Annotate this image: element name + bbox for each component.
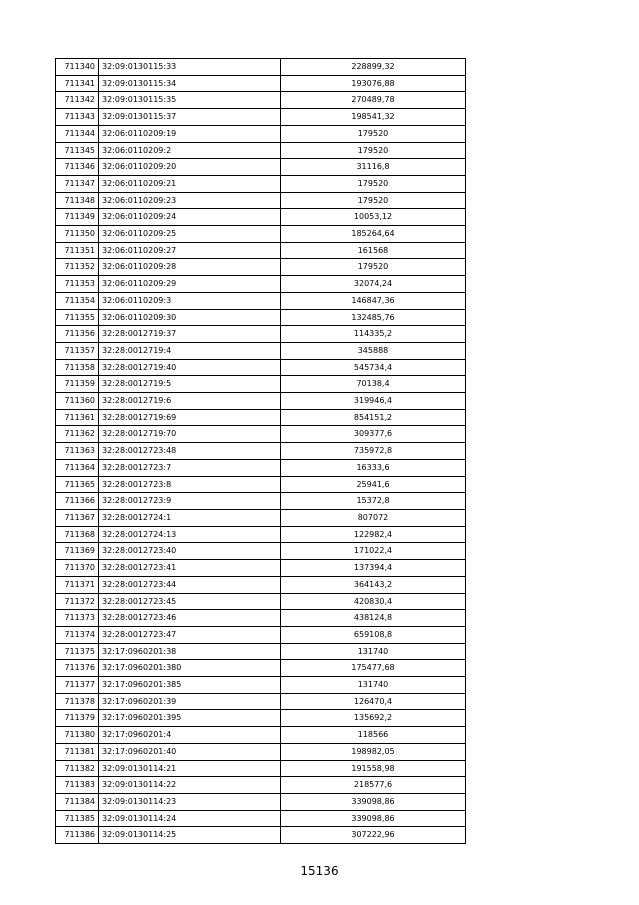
cadastral-number-cell: 32:17:0960201:38 bbox=[99, 643, 281, 660]
row-id-cell: 711376 bbox=[56, 660, 99, 677]
row-id-cell: 711384 bbox=[56, 793, 99, 810]
table-row bbox=[56, 610, 466, 627]
table-row bbox=[56, 810, 466, 827]
row-id-cell: 711367 bbox=[56, 509, 99, 526]
value-cell: 309377,6 bbox=[281, 426, 466, 443]
row-id-cell: 711355 bbox=[56, 309, 99, 326]
value-cell: 307222,96 bbox=[281, 827, 466, 844]
row-id-cell: 711374 bbox=[56, 626, 99, 643]
row-id-cell: 711378 bbox=[56, 693, 99, 710]
value-cell: 364143,2 bbox=[281, 576, 466, 593]
value-cell: 345888 bbox=[281, 342, 466, 359]
table-row bbox=[56, 426, 466, 443]
cadastral-number-cell: 32:28:0012719:70 bbox=[99, 426, 281, 443]
value-cell: 31116,8 bbox=[281, 159, 466, 176]
table-row bbox=[56, 226, 466, 243]
table-row bbox=[56, 326, 466, 343]
table-body bbox=[56, 59, 466, 844]
row-id-cell: 711359 bbox=[56, 376, 99, 393]
row-id-cell: 711368 bbox=[56, 526, 99, 543]
table-row bbox=[56, 793, 466, 810]
cadastral-number-cell: 32:17:0960201:40 bbox=[99, 743, 281, 760]
row-id-cell: 711351 bbox=[56, 242, 99, 259]
value-cell: 179520 bbox=[281, 125, 466, 142]
value-cell: 10053,12 bbox=[281, 209, 466, 226]
table-row bbox=[56, 109, 466, 126]
value-cell: 339098,86 bbox=[281, 793, 466, 810]
value-cell: 420830,4 bbox=[281, 593, 466, 610]
cadastral-number-cell: 32:28:0012719:6 bbox=[99, 393, 281, 410]
row-id-cell: 711348 bbox=[56, 192, 99, 209]
row-id-cell: 711356 bbox=[56, 326, 99, 343]
cadastral-number-cell: 32:28:0012723:48 bbox=[99, 443, 281, 460]
table-row bbox=[56, 59, 466, 76]
row-id-cell: 711360 bbox=[56, 393, 99, 410]
cadastral-number-cell: 32:09:0130114:21 bbox=[99, 760, 281, 777]
cadastral-value-table bbox=[55, 58, 466, 844]
table-row bbox=[56, 393, 466, 410]
cadastral-number-cell: 32:28:0012724:13 bbox=[99, 526, 281, 543]
row-id-cell: 711357 bbox=[56, 342, 99, 359]
table-row bbox=[56, 660, 466, 677]
row-id-cell: 711358 bbox=[56, 359, 99, 376]
cadastral-number-cell: 32:09:0130115:37 bbox=[99, 109, 281, 126]
row-id-cell: 711343 bbox=[56, 109, 99, 126]
row-id-cell: 711386 bbox=[56, 827, 99, 844]
cadastral-number-cell: 32:09:0130114:24 bbox=[99, 810, 281, 827]
table-row bbox=[56, 142, 466, 159]
table-row bbox=[56, 192, 466, 209]
row-id-cell: 711364 bbox=[56, 459, 99, 476]
cadastral-number-cell: 32:28:0012719:4 bbox=[99, 342, 281, 359]
table-row bbox=[56, 777, 466, 794]
cadastral-number-cell: 32:06:0110209:28 bbox=[99, 259, 281, 276]
cadastral-number-cell: 32:06:0110209:29 bbox=[99, 276, 281, 293]
value-cell: 270489,78 bbox=[281, 92, 466, 109]
table-row bbox=[56, 626, 466, 643]
cadastral-number-cell: 32:17:0960201:39 bbox=[99, 693, 281, 710]
table-row bbox=[56, 526, 466, 543]
value-cell: 191558,98 bbox=[281, 760, 466, 777]
cadastral-number-cell: 32:28:0012719:40 bbox=[99, 359, 281, 376]
table-row bbox=[56, 409, 466, 426]
table-row bbox=[56, 376, 466, 393]
value-cell: 15372,8 bbox=[281, 493, 466, 510]
cadastral-number-cell: 32:06:0110209:21 bbox=[99, 175, 281, 192]
cadastral-number-cell: 32:28:0012719:69 bbox=[99, 409, 281, 426]
value-cell: 179520 bbox=[281, 259, 466, 276]
row-id-cell: 711346 bbox=[56, 159, 99, 176]
value-cell: 545734,4 bbox=[281, 359, 466, 376]
cadastral-number-cell: 32:06:0110209:24 bbox=[99, 209, 281, 226]
cadastral-number-cell: 32:06:0110209:20 bbox=[99, 159, 281, 176]
row-id-cell: 711340 bbox=[56, 59, 99, 76]
value-cell: 70138,4 bbox=[281, 376, 466, 393]
row-id-cell: 711385 bbox=[56, 810, 99, 827]
table-row bbox=[56, 292, 466, 309]
value-cell: 137394,4 bbox=[281, 560, 466, 577]
value-cell: 25941,6 bbox=[281, 476, 466, 493]
row-id-cell: 711365 bbox=[56, 476, 99, 493]
value-cell: 198982,05 bbox=[281, 743, 466, 760]
table-row bbox=[56, 443, 466, 460]
cadastral-number-cell: 32:28:0012724:1 bbox=[99, 509, 281, 526]
value-cell: 218577,6 bbox=[281, 777, 466, 794]
cadastral-number-cell: 32:06:0110209:2 bbox=[99, 142, 281, 159]
cadastral-number-cell: 32:09:0130114:22 bbox=[99, 777, 281, 794]
value-cell: 175477,68 bbox=[281, 660, 466, 677]
value-cell: 114335,2 bbox=[281, 326, 466, 343]
table-row bbox=[56, 693, 466, 710]
value-cell: 228899,32 bbox=[281, 59, 466, 76]
row-id-cell: 711341 bbox=[56, 75, 99, 92]
cadastral-number-cell: 32:17:0960201:4 bbox=[99, 727, 281, 744]
cadastral-number-cell: 32:28:0012723:41 bbox=[99, 560, 281, 577]
table-row bbox=[56, 309, 466, 326]
row-id-cell: 711375 bbox=[56, 643, 99, 660]
table-row bbox=[56, 242, 466, 259]
table-row bbox=[56, 509, 466, 526]
cadastral-number-cell: 32:28:0012723:47 bbox=[99, 626, 281, 643]
value-cell: 171022,4 bbox=[281, 543, 466, 560]
table-row bbox=[56, 175, 466, 192]
table-row bbox=[56, 710, 466, 727]
table-row bbox=[56, 276, 466, 293]
value-cell: 118566 bbox=[281, 727, 466, 744]
value-cell: 179520 bbox=[281, 192, 466, 209]
cadastral-number-cell: 32:28:0012723:45 bbox=[99, 593, 281, 610]
page-number: 15136 bbox=[300, 864, 339, 878]
cadastral-number-cell: 32:06:0110209:23 bbox=[99, 192, 281, 209]
row-id-cell: 711353 bbox=[56, 276, 99, 293]
table-row bbox=[56, 827, 466, 844]
row-id-cell: 711377 bbox=[56, 677, 99, 694]
row-id-cell: 711361 bbox=[56, 409, 99, 426]
table-row bbox=[56, 593, 466, 610]
cadastral-number-cell: 32:17:0960201:395 bbox=[99, 710, 281, 727]
table-row bbox=[56, 476, 466, 493]
cadastral-number-cell: 32:06:0110209:3 bbox=[99, 292, 281, 309]
row-id-cell: 711366 bbox=[56, 493, 99, 510]
table-row bbox=[56, 760, 466, 777]
value-cell: 131740 bbox=[281, 677, 466, 694]
cadastral-number-cell: 32:28:0012723:46 bbox=[99, 610, 281, 627]
value-cell: 179520 bbox=[281, 175, 466, 192]
row-id-cell: 711381 bbox=[56, 743, 99, 760]
cadastral-number-cell: 32:28:0012723:8 bbox=[99, 476, 281, 493]
value-cell: 193076,88 bbox=[281, 75, 466, 92]
row-id-cell: 711354 bbox=[56, 292, 99, 309]
row-id-cell: 711344 bbox=[56, 125, 99, 142]
value-cell: 16333,6 bbox=[281, 459, 466, 476]
table-row bbox=[56, 259, 466, 276]
table-row bbox=[56, 125, 466, 142]
value-cell: 146847,36 bbox=[281, 292, 466, 309]
row-id-cell: 711382 bbox=[56, 760, 99, 777]
table-row bbox=[56, 209, 466, 226]
row-id-cell: 711342 bbox=[56, 92, 99, 109]
row-id-cell: 711362 bbox=[56, 426, 99, 443]
table-row bbox=[56, 576, 466, 593]
value-cell: 438124,8 bbox=[281, 610, 466, 627]
table-row bbox=[56, 643, 466, 660]
value-cell: 319946,4 bbox=[281, 393, 466, 410]
table-row bbox=[56, 493, 466, 510]
row-id-cell: 711347 bbox=[56, 175, 99, 192]
table-row bbox=[56, 743, 466, 760]
value-cell: 854151,2 bbox=[281, 409, 466, 426]
value-cell: 132485,76 bbox=[281, 309, 466, 326]
cadastral-number-cell: 32:17:0960201:385 bbox=[99, 677, 281, 694]
value-cell: 126470,4 bbox=[281, 693, 466, 710]
value-cell: 32074,24 bbox=[281, 276, 466, 293]
cadastral-number-cell: 32:06:0110209:19 bbox=[99, 125, 281, 142]
row-id-cell: 711380 bbox=[56, 727, 99, 744]
row-id-cell: 711363 bbox=[56, 443, 99, 460]
table-row bbox=[56, 92, 466, 109]
table-row bbox=[56, 560, 466, 577]
value-cell: 131740 bbox=[281, 643, 466, 660]
value-cell: 135692,2 bbox=[281, 710, 466, 727]
cadastral-number-cell: 32:28:0012723:40 bbox=[99, 543, 281, 560]
cadastral-number-cell: 32:28:0012723:44 bbox=[99, 576, 281, 593]
table-row bbox=[56, 159, 466, 176]
cadastral-number-cell: 32:09:0130115:35 bbox=[99, 92, 281, 109]
row-id-cell: 711369 bbox=[56, 543, 99, 560]
value-cell: 122982,4 bbox=[281, 526, 466, 543]
cadastral-number-cell: 32:28:0012723:7 bbox=[99, 459, 281, 476]
row-id-cell: 711379 bbox=[56, 710, 99, 727]
cadastral-number-cell: 32:06:0110209:27 bbox=[99, 242, 281, 259]
table-row bbox=[56, 75, 466, 92]
cadastral-number-cell: 32:09:0130114:23 bbox=[99, 793, 281, 810]
value-cell: 185264,64 bbox=[281, 226, 466, 243]
row-id-cell: 711373 bbox=[56, 610, 99, 627]
cadastral-number-cell: 32:28:0012723:9 bbox=[99, 493, 281, 510]
cadastral-number-cell: 32:28:0012719:5 bbox=[99, 376, 281, 393]
value-cell: 198541,32 bbox=[281, 109, 466, 126]
table-row bbox=[56, 727, 466, 744]
cadastral-number-cell: 32:06:0110209:30 bbox=[99, 309, 281, 326]
value-cell: 807072 bbox=[281, 509, 466, 526]
value-cell: 659108,8 bbox=[281, 626, 466, 643]
cadastral-number-cell: 32:09:0130115:34 bbox=[99, 75, 281, 92]
row-id-cell: 711383 bbox=[56, 777, 99, 794]
table-row bbox=[56, 359, 466, 376]
cadastral-number-cell: 32:06:0110209:25 bbox=[99, 226, 281, 243]
row-id-cell: 711350 bbox=[56, 226, 99, 243]
row-id-cell: 711352 bbox=[56, 259, 99, 276]
cadastral-number-cell: 32:17:0960201:380 bbox=[99, 660, 281, 677]
cadastral-number-cell: 32:09:0130115:33 bbox=[99, 59, 281, 76]
row-id-cell: 711371 bbox=[56, 576, 99, 593]
value-cell: 735972,8 bbox=[281, 443, 466, 460]
row-id-cell: 711372 bbox=[56, 593, 99, 610]
table-row bbox=[56, 342, 466, 359]
value-cell: 179520 bbox=[281, 142, 466, 159]
value-cell: 161568 bbox=[281, 242, 466, 259]
value-cell: 339098,86 bbox=[281, 810, 466, 827]
table-row bbox=[56, 677, 466, 694]
row-id-cell: 711345 bbox=[56, 142, 99, 159]
cadastral-number-cell: 32:28:0012719:37 bbox=[99, 326, 281, 343]
cadastral-number-cell: 32:09:0130114:25 bbox=[99, 827, 281, 844]
table-row bbox=[56, 459, 466, 476]
row-id-cell: 711370 bbox=[56, 560, 99, 577]
table-row bbox=[56, 543, 466, 560]
row-id-cell: 711349 bbox=[56, 209, 99, 226]
